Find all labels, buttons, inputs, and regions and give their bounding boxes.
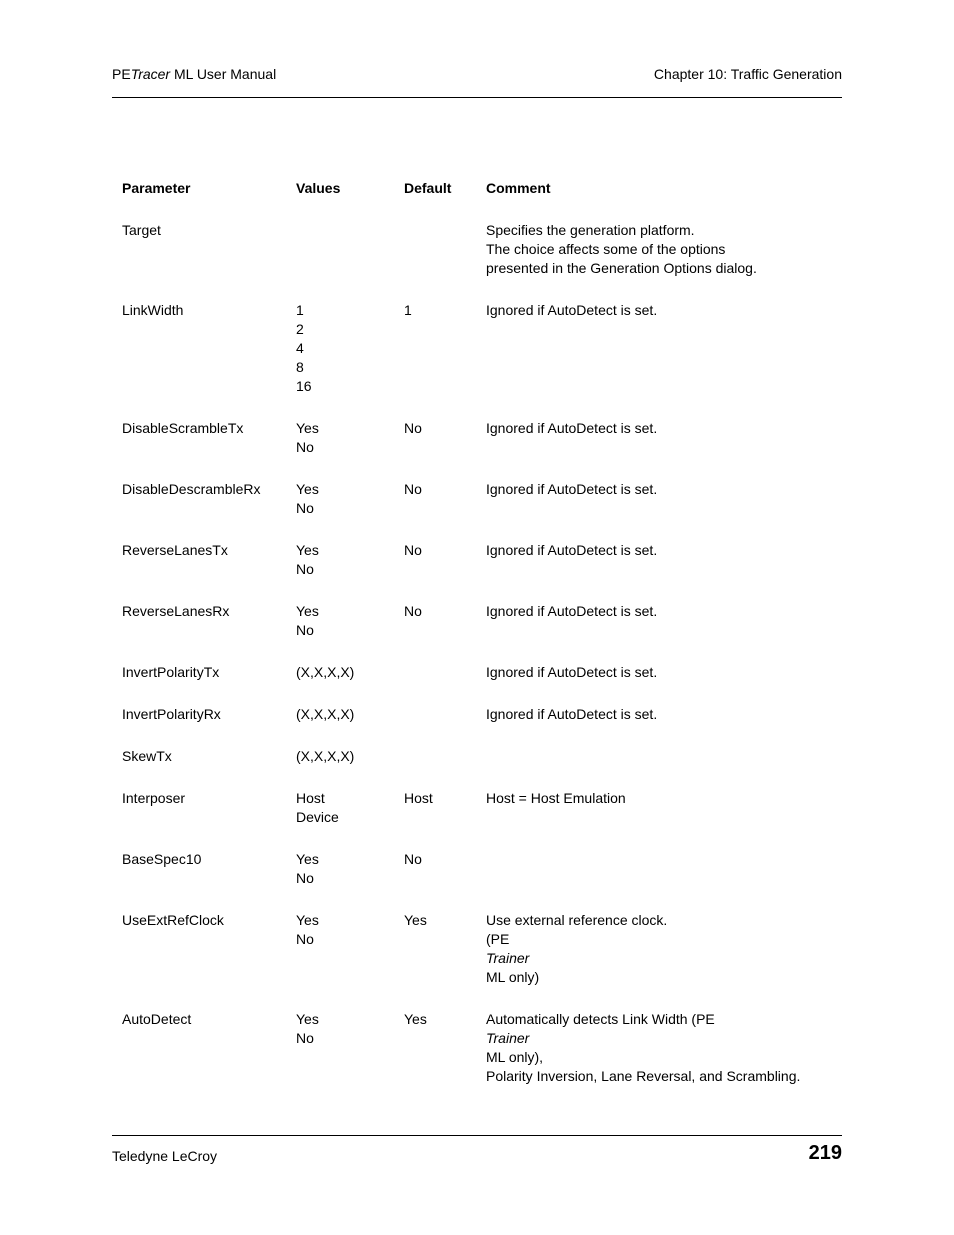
- value-item: (X,X,X,X): [296, 706, 355, 722]
- value-item: Yes: [296, 912, 319, 928]
- comment-line: Use external reference clock.: [486, 912, 668, 928]
- header-title-prefix: PE: [112, 66, 131, 82]
- table-row: [122, 789, 842, 827]
- parameter-default: Host: [404, 790, 433, 806]
- header-manual-title: [112, 66, 276, 82]
- parameter-comment: [486, 663, 842, 682]
- table-row: [122, 541, 842, 579]
- parameter-name: BaseSpec10: [122, 851, 202, 867]
- value-item: No: [296, 931, 314, 947]
- table-header-row: [122, 179, 842, 198]
- header-divider: [112, 97, 842, 98]
- parameter-name: ReverseLanesTx: [122, 542, 228, 558]
- parameter-values: [296, 1010, 404, 1086]
- comment-line: Ignored if AutoDetect is set.: [486, 603, 658, 619]
- value-item: 2: [296, 321, 304, 337]
- parameter-default: No: [404, 420, 422, 436]
- value-item: 1: [296, 302, 304, 318]
- comment-line: Automatically detects Link Width (PE Trainer ML only),: [486, 1011, 715, 1065]
- table-row: [122, 480, 842, 518]
- parameter-values: [296, 911, 404, 987]
- column-header-comment: Comment: [486, 180, 551, 196]
- comment-line: Ignored if AutoDetect is set.: [486, 706, 658, 722]
- parameter-name: SkewTx: [122, 748, 172, 764]
- parameter-comment: [486, 789, 842, 827]
- table-row: [122, 747, 842, 766]
- comment-line: Ignored if AutoDetect is set.: [486, 664, 658, 680]
- parameter-comment: [486, 850, 842, 888]
- value-item: No: [296, 1030, 314, 1046]
- column-header-values: Values: [296, 180, 341, 196]
- table-row: [122, 850, 842, 888]
- header-chapter-title: Chapter 10: Traffic Generation: [653, 66, 842, 82]
- parameter-values: [296, 705, 404, 724]
- comment-line: Specifies the generation platform.: [486, 222, 695, 238]
- column-header-parameter: Parameter: [122, 180, 191, 196]
- parameter-values: [296, 747, 404, 766]
- value-item: Device: [296, 809, 339, 825]
- value-item: No: [296, 561, 314, 577]
- table-row: [122, 705, 842, 724]
- table-row: [122, 911, 842, 987]
- parameter-values: [296, 480, 404, 518]
- header-title-suffix: ML User Manual: [170, 66, 277, 82]
- parameter-name: Target: [122, 222, 161, 238]
- value-item: Host: [296, 790, 325, 806]
- value-item: Yes: [296, 420, 319, 436]
- comment-line: Ignored if AutoDetect is set.: [486, 542, 658, 558]
- value-item: (X,X,X,X): [296, 748, 355, 764]
- parameter-comment: [486, 602, 842, 640]
- value-item: No: [296, 500, 314, 516]
- parameter-name: UseExtRefClock: [122, 912, 224, 928]
- parameter-comment: [486, 747, 842, 766]
- parameter-values: [296, 602, 404, 640]
- parameter-default: [404, 747, 486, 766]
- parameter-values: [296, 541, 404, 579]
- parameter-name: InvertPolarityTx: [122, 664, 220, 680]
- footer-divider: [112, 1135, 842, 1136]
- parameter-name: AutoDetect: [122, 1011, 192, 1027]
- table-row: [122, 1010, 842, 1086]
- parameter-default: No: [404, 851, 422, 867]
- parameter-values: [296, 419, 404, 457]
- header-title-italic: Tracer: [130, 66, 171, 82]
- comment-line: (PE Trainer ML only): [486, 931, 540, 985]
- parameter-values: [296, 789, 404, 827]
- value-item: Yes: [296, 481, 319, 497]
- parameter-values: [296, 301, 404, 396]
- parameter-name: Interposer: [122, 790, 186, 806]
- comment-line: Polarity Inversion, Lane Reversal, and Scrambling.: [486, 1068, 801, 1084]
- parameter-comment: [486, 480, 842, 518]
- value-item: No: [296, 622, 314, 638]
- parameter-default: No: [404, 603, 422, 619]
- parameter-table: [122, 179, 842, 1109]
- comment-line: Host = Host Emulation: [486, 790, 626, 806]
- value-item: No: [296, 870, 314, 886]
- value-item: Yes: [296, 851, 319, 867]
- parameter-name: LinkWidth: [122, 302, 184, 318]
- value-item: 4: [296, 340, 304, 356]
- table-body: [122, 221, 842, 1086]
- parameter-default: [404, 221, 486, 278]
- value-item: No: [296, 439, 314, 455]
- footer-company: Teledyne LeCroy: [112, 1148, 218, 1164]
- parameter-default: [404, 705, 486, 724]
- parameter-name: DisableScrambleTx: [122, 420, 244, 436]
- parameter-default: [404, 663, 486, 682]
- table-row: [122, 602, 842, 640]
- comment-line: Ignored if AutoDetect is set.: [486, 420, 658, 436]
- page-number: 219: [808, 1142, 842, 1164]
- table-row: [122, 663, 842, 682]
- parameter-comment: [486, 221, 842, 278]
- parameter-default: 1: [404, 302, 412, 318]
- parameter-values: [296, 221, 404, 278]
- parameter-comment: [486, 301, 842, 396]
- table-row: [122, 419, 842, 457]
- parameter-comment: [486, 705, 842, 724]
- parameter-values: [296, 663, 404, 682]
- value-item: (X,X,X,X): [296, 664, 355, 680]
- parameter-name: DisableDescrambleRx: [122, 481, 261, 497]
- parameter-values: [296, 850, 404, 888]
- column-header-default: Default: [404, 180, 452, 196]
- parameter-comment: [486, 541, 842, 579]
- comment-line: Ignored if AutoDetect is set.: [486, 481, 658, 497]
- table-row: [122, 221, 842, 278]
- value-item: Yes: [296, 542, 319, 558]
- comment-line: Ignored if AutoDetect is set.: [486, 302, 658, 318]
- parameter-default: No: [404, 542, 422, 558]
- parameter-comment: [486, 419, 842, 457]
- value-item: Yes: [296, 603, 319, 619]
- parameter-default: Yes: [404, 1011, 427, 1027]
- parameter-name: ReverseLanesRx: [122, 603, 230, 619]
- parameter-comment: [486, 911, 842, 987]
- value-item: 8: [296, 359, 304, 375]
- value-item: Yes: [296, 1011, 319, 1027]
- parameter-default: No: [404, 481, 422, 497]
- parameter-comment: [486, 1010, 842, 1086]
- parameter-name: InvertPolarityRx: [122, 706, 221, 722]
- table-row: [122, 301, 842, 396]
- parameter-default: Yes: [404, 912, 427, 928]
- comment-line: The choice affects some of the options: [486, 241, 726, 257]
- value-item: 16: [296, 378, 312, 394]
- comment-line: presented in the Generation Options dialog.: [486, 260, 757, 276]
